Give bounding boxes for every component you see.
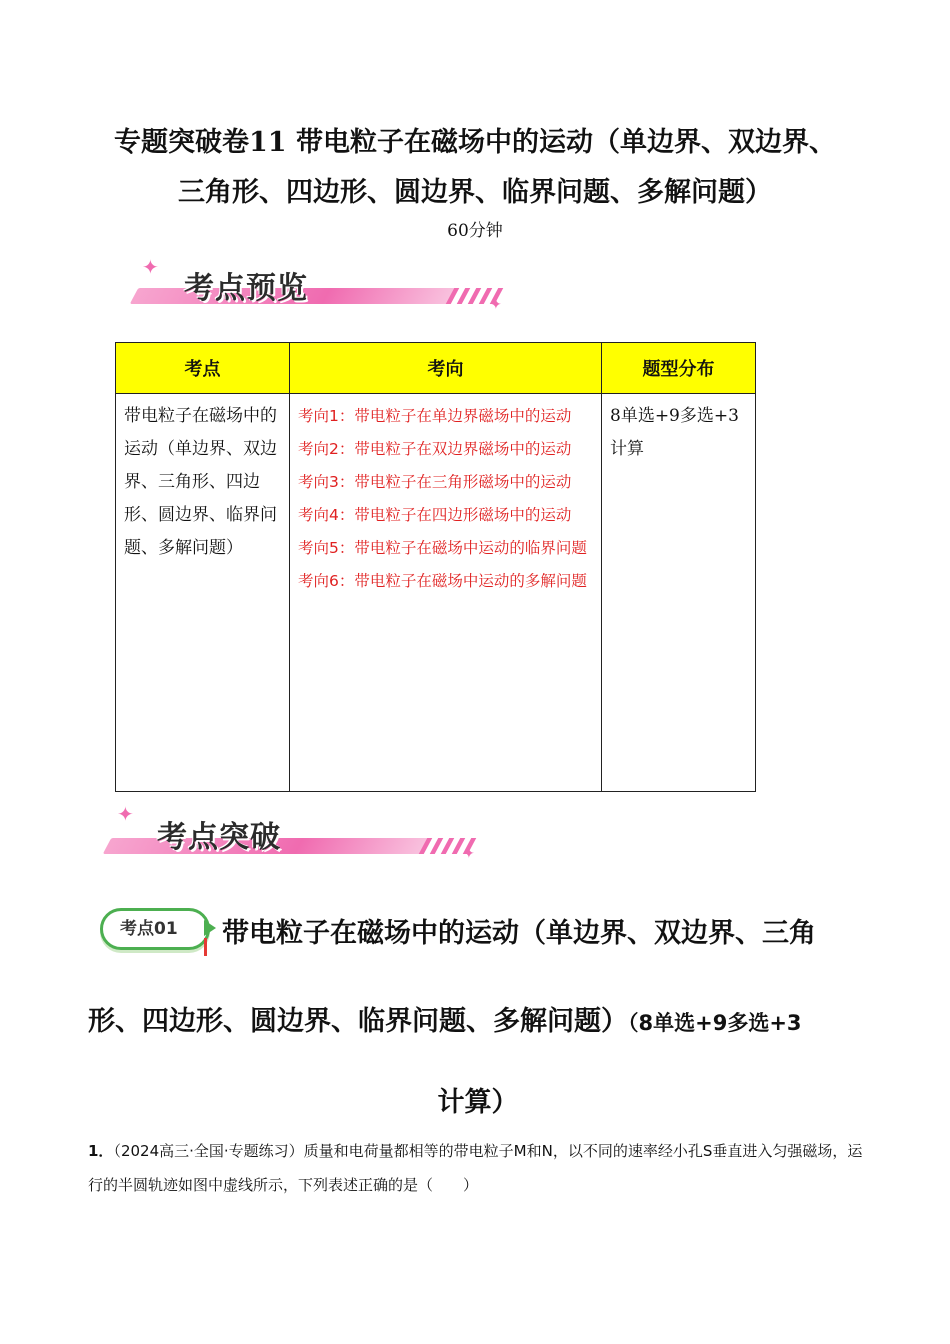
question-number: 1． xyxy=(88,1142,114,1160)
direction-item: 考向4：带电粒子在四边形磁场中的运动 xyxy=(298,506,572,524)
table-header-row xyxy=(116,343,756,394)
distribution-cell: 8单选+9多选+3计算 xyxy=(602,394,756,792)
section-heading-line-3: 计算） xyxy=(437,1087,519,1118)
section-heading-line-2: 形、四边形、圆边界、临界问题、多解问题） xyxy=(88,1006,628,1037)
direction-item: 考向1：带电粒子在单边界磁场中的运动 xyxy=(298,407,572,425)
direction-item: 考向3：带电粒子在三角形磁场中的运动 xyxy=(298,473,572,491)
sparkle-icon: ✦ xyxy=(142,255,159,279)
question-text: 质量和电荷量都相等的带电粒子M和N，以不同的速率经小孔S垂直进入匀强磁场，运行的半圆轨迹如图中虚线所示，下列表述正确的是（ ） xyxy=(88,1142,863,1194)
directions-cell xyxy=(290,394,602,792)
title-line-2: 三角形、四边形、圆边界、临界问题、多解问题） xyxy=(178,177,772,208)
topic-cell: 带电粒子在磁场中的运动（单边界、双边界、三角形、四边形、圆边界、临界问题、多解问题） xyxy=(116,394,290,792)
table-row xyxy=(116,394,756,792)
section-heading-count: （8单选+9多选+3 xyxy=(628,1011,802,1035)
direction-item: 考向2：带电粒子在双边界磁场中的运动 xyxy=(298,440,572,458)
preview-banner-label: 考点预览 xyxy=(184,271,308,306)
direction-item: 考向6：带电粒子在磁场中运动的多解问题 xyxy=(298,572,587,590)
preview-banner xyxy=(120,255,520,315)
document-title xyxy=(60,118,890,218)
header-topic: 考点 xyxy=(116,343,290,394)
header-direction: 考向 xyxy=(290,343,602,394)
sparkle-icon: ✦ xyxy=(490,297,502,313)
section-heading xyxy=(88,912,868,1125)
question-source: （2024高三·全国·专题练习） xyxy=(113,1142,304,1160)
badge-label: 考点01 xyxy=(120,919,178,939)
sparkle-icon: ✦ xyxy=(463,846,475,862)
section-heading-line-1: 带电粒子在磁场中的运动（单边界、双边界、三角 xyxy=(222,918,816,949)
direction-item: 考向5：带电粒子在磁场中运动的临界问题 xyxy=(298,539,587,557)
breakthrough-banner-label: 考点突破 xyxy=(157,820,281,855)
sparkle-icon: ✦ xyxy=(117,802,134,826)
breakthrough-banner xyxy=(95,800,495,864)
header-distribution: 题型分布 xyxy=(602,343,756,394)
question-1 xyxy=(88,1134,868,1202)
overview-table xyxy=(115,342,756,792)
duration-text: 60分钟 xyxy=(447,221,503,241)
title-line-1: 专题突破卷11 带电粒子在磁场中的运动（单边界、双边界、 xyxy=(114,127,836,158)
